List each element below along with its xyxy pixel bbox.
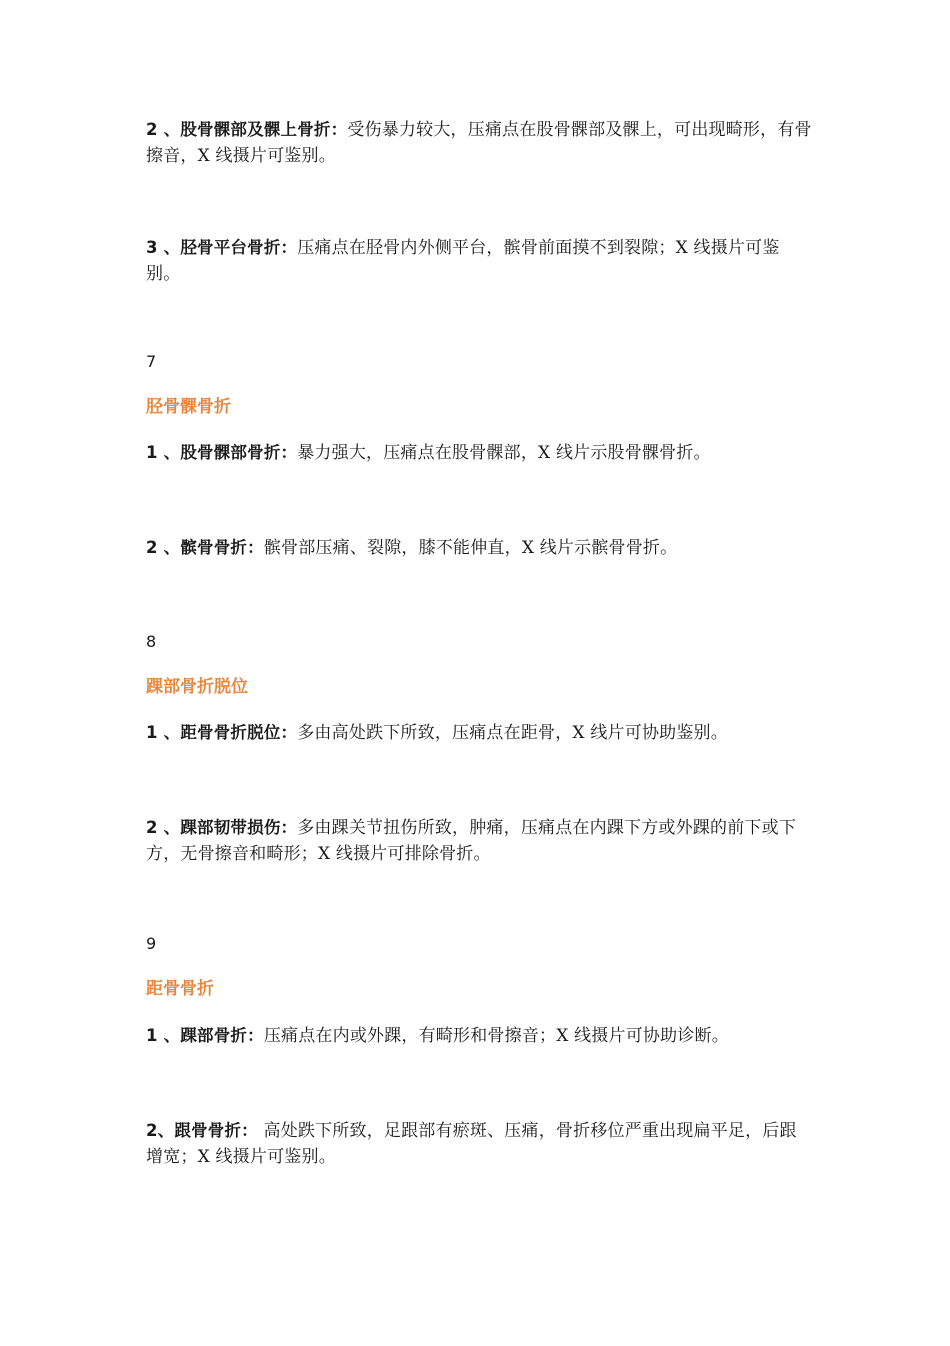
paragraph-label: 3 、胫骨平台骨折： (146, 238, 298, 257)
paragraph-label: 2 、髌骨骨折： (146, 538, 264, 557)
paragraph-patella (146, 535, 812, 561)
paragraph-femoral-condyle-supracondylar (146, 117, 812, 169)
section-heading: 距骨骨折 (146, 979, 214, 999)
section-number: 7 (146, 352, 157, 371)
paragraph-label: 1 、股骨髁部骨折： (146, 443, 298, 462)
paragraph-text: 压痛点在内或外踝，有畸形和骨擦音；X 线摄片可协助诊断。 (263, 1026, 729, 1046)
paragraph-femoral-condyle (146, 440, 812, 466)
paragraph-text: 髌骨部压痛、裂隙，膝不能伸直，X 线片示髌骨骨折。 (263, 538, 678, 558)
paragraph-text: 多由高处跌下所致，压痛点在距骨，X 线片可协助鉴别。 (297, 723, 728, 743)
section-heading: 胫骨髁骨折 (146, 397, 231, 417)
paragraph-text: 多由踝关节扭伤所致，肿痛，压痛点在内踝下方或外踝的前下或下方，无骨擦音和畸形；X 线摄片可排除骨折。 (146, 818, 797, 864)
paragraph-ankle-ligament (146, 815, 812, 867)
paragraph-tibial-plateau (146, 235, 812, 287)
paragraph-label: 2 、踝部韧带损伤： (146, 818, 298, 837)
paragraph-label: 1 、距骨骨折脱位： (146, 723, 298, 742)
paragraph-label: 2、跟骨骨折： (146, 1121, 258, 1140)
section-number: 8 (146, 632, 157, 651)
paragraph-calcaneus (146, 1118, 812, 1170)
section-heading: 踝部骨折脱位 (146, 677, 248, 697)
paragraph-talus-dislocation (146, 720, 812, 746)
paragraph-text: 受伤暴力较大，压痛点在股骨髁部及髁上，可出现畸形，有骨擦音，X 线摄片可鉴别。 (146, 120, 812, 166)
paragraph-text: 高处跌下所致，足跟部有瘀斑、压痛，骨折移位严重出现扁平足，后跟增宽；X 线摄片可鉴别。 (146, 1121, 797, 1167)
section-number: 9 (146, 934, 157, 953)
paragraph-label: 2 、股骨髁部及髁上骨折： (146, 120, 348, 139)
paragraph-label: 1 、踝部骨折： (146, 1026, 264, 1045)
paragraph-text: 暴力强大，压痛点在股骨髁部，X 线片示股骨髁骨折。 (297, 443, 711, 463)
paragraph-text: 压痛点在胫骨内外侧平台，髌骨前面摸不到裂隙；X 线摄片可鉴别。 (146, 238, 780, 284)
paragraph-ankle-fracture (146, 1023, 812, 1049)
